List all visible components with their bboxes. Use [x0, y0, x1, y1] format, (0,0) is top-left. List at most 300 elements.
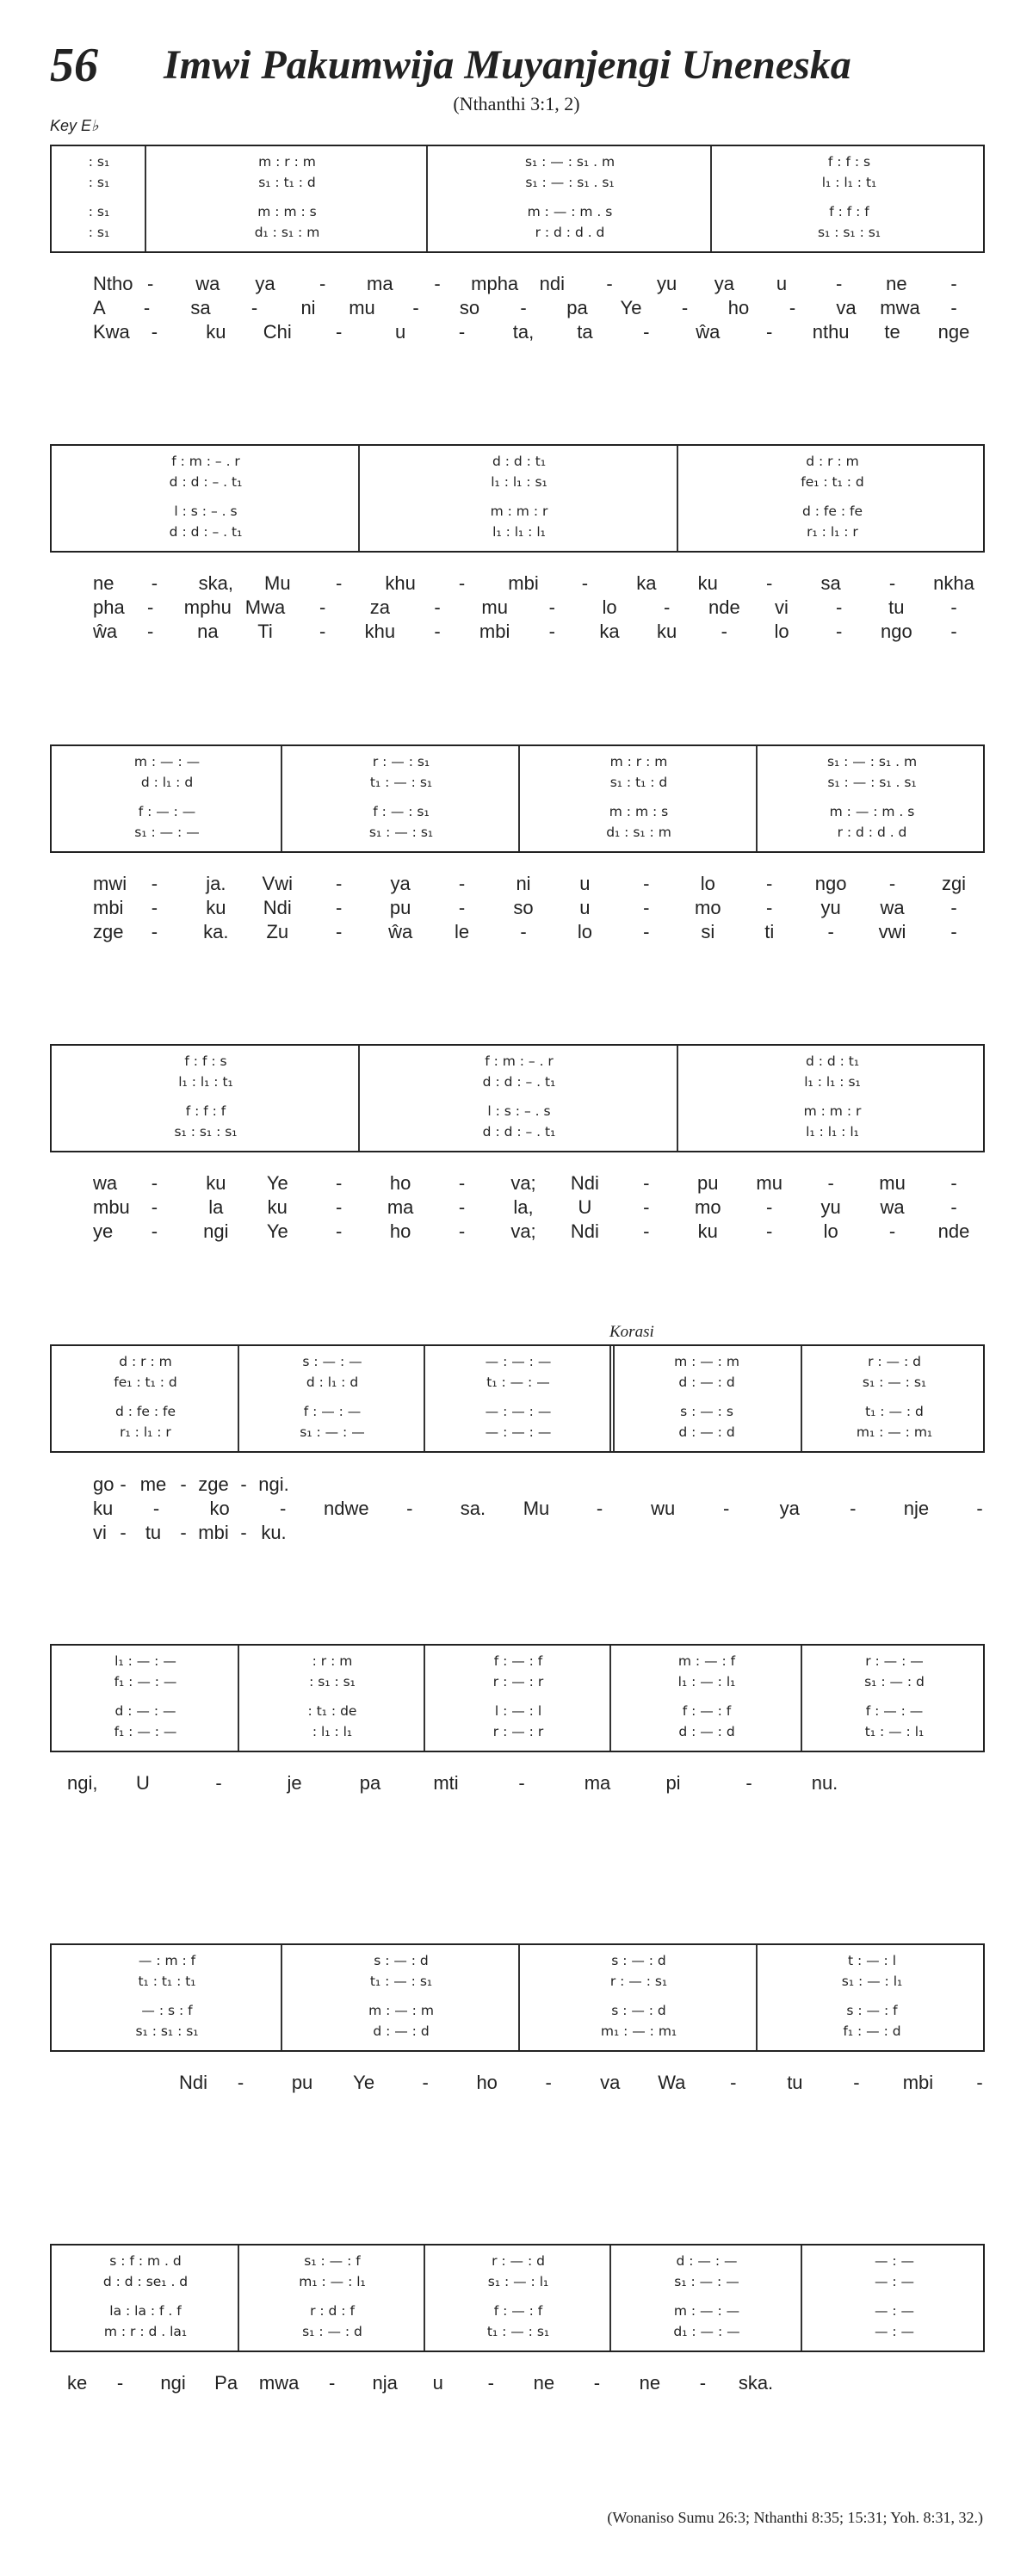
solfa-voice-4: f₁ : — : d — [843, 2023, 901, 2039]
solfa-voice-2: d : l₁ : d — [140, 775, 194, 790]
lyric-syllable: me — [139, 1473, 167, 1495]
lyric-syllable: tu — [787, 2072, 803, 2093]
solfa-voice-3: m : m : s — [257, 204, 317, 219]
solfa-voice-1: f : m : – . r — [171, 454, 240, 469]
lyric-syllable: ti — [764, 921, 775, 942]
lyric-syllable: ka — [636, 572, 657, 594]
lyric-syllable: la, — [513, 1196, 534, 1218]
song-number: 56 — [50, 39, 98, 92]
lyric-syllable: ku — [206, 1172, 226, 1194]
syllable-hyphen: - — [850, 1498, 857, 1519]
solfa-voice-2: fe₁ : t₁ : d — [114, 1374, 177, 1390]
solfa-voice-2: d : d : se₁ . d — [102, 2274, 189, 2289]
solfa-voice-2: d : — : d — [678, 1374, 735, 1390]
lyric-syllable: le — [455, 921, 470, 942]
solfa-voice-1: l₁ : — : — — [114, 1653, 176, 1669]
syllable-hyphen: - — [146, 596, 154, 618]
solfa-voice-1: : r : m — [312, 1653, 353, 1669]
syllable-hyphen: - — [336, 873, 343, 894]
lyric-syllable: ta — [577, 321, 593, 343]
lyric-syllable: mbi — [508, 572, 539, 594]
lyric-syllable: mbi — [902, 2072, 934, 2093]
solfa-voice-1: — : m : f — [138, 1953, 196, 1968]
lyric-syllable: va — [836, 297, 857, 318]
lyric-syllable: ho — [727, 297, 750, 318]
syllable-hyphen: - — [458, 321, 466, 343]
lyric-syllable: ma — [367, 273, 393, 294]
solfa-voice-4: t₁ : — : s₁ — [486, 2324, 550, 2339]
syllable-hyphen: - — [458, 873, 466, 894]
solfa-voice-1: t : — : l — [847, 1953, 897, 1968]
syllable-hyphen: - — [251, 297, 258, 318]
lyric-syllable: ya — [714, 273, 734, 294]
syllable-hyphen: - — [766, 572, 773, 594]
solfa-voice-2: l₁ : — : l₁ — [677, 1674, 736, 1690]
lyric-syllable: Pa — [214, 2372, 238, 2394]
syllable-hyphen: - — [180, 1522, 187, 1543]
solfa-voice-2: l₁ : l₁ : t₁ — [821, 175, 877, 190]
lyric-syllable: pu — [389, 897, 411, 918]
lyric-syllable: Mwa — [244, 596, 286, 618]
syllable-hyphen: - — [606, 273, 613, 294]
syllable-hyphen: - — [319, 273, 326, 294]
syllable-hyphen: - — [950, 273, 957, 294]
barline — [281, 1945, 282, 2050]
syllable-hyphen: - — [143, 297, 151, 318]
lyric-syllable: pa — [359, 1772, 381, 1794]
solfa-voice-3: f : — : s₁ — [373, 804, 430, 819]
lyric-syllable: lo — [774, 621, 789, 642]
solfa-voice-3: f : — : — — [303, 1404, 362, 1419]
solfa-voice-2: t₁ : — : s₁ — [369, 1974, 433, 1989]
solfa-voice-1: d : r : m — [119, 1354, 172, 1369]
lyric-syllable: wa — [880, 1196, 905, 1218]
syllable-hyphen: - — [835, 273, 843, 294]
lyric-syllable: ho — [389, 1172, 411, 1194]
solfa-voice-4: — : — — [874, 2324, 915, 2339]
lyric-syllable: nja — [372, 2372, 398, 2394]
lyric-syllable: mu — [756, 1172, 782, 1194]
lyric-syllable: ku — [657, 621, 677, 642]
solfa-voice-3: m : m : r — [803, 1103, 862, 1119]
solfa-voice-4: s₁ : — : s₁ — [368, 825, 434, 840]
lyric-syllable: mo — [695, 897, 721, 918]
solfa-voice-1: m : — : f — [677, 1653, 736, 1669]
solfa-voice-2: d : d : – . t₁ — [482, 1074, 556, 1090]
solfa-voice-4: m : r : d . la₁ — [103, 2324, 188, 2339]
lyric-line-1 — [50, 271, 985, 297]
solfa-voice-4: s₁ : s₁ : s₁ — [135, 2023, 199, 2039]
lyric-syllable: ku — [206, 897, 226, 918]
syllable-hyphen: - — [950, 1196, 957, 1218]
lyric-syllable: na — [197, 621, 219, 642]
solfa-voice-3: — : — : — — [485, 1404, 552, 1419]
solfa-voice-1: s₁ : — : f — [304, 2253, 361, 2269]
barline — [710, 146, 712, 251]
solfa-voice-1: d : r : m — [806, 454, 859, 469]
lyric-syllable: nje — [903, 1498, 930, 1519]
solfa-voice-2: d : d : – . t₁ — [169, 474, 243, 490]
syllable-hyphen: - — [835, 621, 843, 642]
lyric-line-3 — [50, 319, 985, 345]
lyric-syllable: u — [432, 2372, 443, 2394]
solfa-voice-1: f : f : s — [827, 154, 871, 170]
solfa-voice-3: s : — : d — [611, 2003, 666, 2018]
lyric-syllable: va — [600, 2072, 621, 2093]
solfa-voice-1: — : — : — — [485, 1354, 552, 1369]
lyric-syllable: Wa — [658, 2072, 686, 2093]
lyric-syllable: ngi — [160, 2372, 186, 2394]
lyric-syllable: ku — [93, 1498, 114, 1519]
syllable-hyphen: - — [152, 1498, 160, 1519]
lyric-syllable: Ye — [266, 1220, 288, 1242]
lyric-syllable: ko — [209, 1498, 230, 1519]
solfa-voice-4: m₁ : — : m₁ — [600, 2023, 677, 2039]
solfa-voice-4: s₁ : — : d — [302, 2324, 362, 2339]
syllable-hyphen: - — [458, 1220, 466, 1242]
solfa-voice-3: l : s : – . s — [174, 503, 238, 519]
barline — [609, 1646, 611, 1751]
syllable-hyphen: - — [766, 321, 773, 343]
syllable-hyphen: - — [116, 2372, 124, 2394]
music-system-4 — [50, 1044, 985, 1152]
solfa-voice-2: : s₁ : s₁ — [309, 1674, 356, 1690]
lyric-syllable: go — [93, 1473, 114, 1495]
syllable-hyphen: - — [888, 1220, 896, 1242]
lyric-line-2 — [50, 295, 985, 321]
lyric-syllable: sa. — [460, 1498, 486, 1519]
lyric-syllable: Ti — [257, 621, 273, 642]
solfa-voice-3: m : — : m — [368, 2003, 434, 2018]
solfa-voice-4: r₁ : l₁ : r — [807, 524, 858, 540]
lyric-syllable: mu — [349, 297, 375, 318]
music-system-8 — [50, 2244, 985, 2352]
syllable-hyphen: - — [319, 621, 326, 642]
lyric-syllable: mwa — [880, 297, 920, 318]
solfa-voice-3: d : fe : fe — [802, 503, 863, 519]
solfa-voice-3: l : — : l — [494, 1703, 542, 1719]
solfa-voice-2: s₁ : — : d — [864, 1674, 925, 1690]
double-barline — [609, 1346, 615, 1451]
solfa-voice-2: r : — : r — [492, 1674, 544, 1690]
chorus-label: Korasi — [609, 1323, 654, 1341]
lyric-syllable: yu — [657, 273, 677, 294]
lyric-line-3 — [50, 1219, 985, 1245]
lyric-syllable: ya — [779, 1498, 800, 1519]
syllable-hyphen: - — [766, 873, 773, 894]
lyric-syllable: vwi — [878, 921, 906, 942]
syllable-hyphen: - — [336, 1196, 343, 1218]
syllable-hyphen: - — [976, 1498, 983, 1519]
solfa-voice-2: — : — — [874, 2274, 915, 2289]
lyric-syllable: mti — [433, 1772, 459, 1794]
barline — [801, 2246, 802, 2351]
lyric-syllable: mpha — [471, 273, 519, 294]
lyric-syllable: Ntho — [93, 273, 133, 294]
solfa-voice-3: m : — : — — [673, 2303, 740, 2319]
solfa-voice-2: d : l₁ : d — [306, 1374, 359, 1390]
lyric-syllable: tu — [888, 596, 905, 618]
syllable-hyphen: - — [596, 1498, 603, 1519]
lyric-syllable: mbi — [93, 897, 124, 918]
syllable-hyphen: - — [336, 572, 343, 594]
solfa-voice-1: r : — : — — [865, 1653, 924, 1669]
lyric-syllable: khu — [364, 621, 396, 642]
footnote: (Wonaniso Sumu 26:3; Nthanthi 8:35; 15:31; Yoh. 8:31, 32.) — [607, 2509, 983, 2526]
lyric-syllable: so — [459, 297, 480, 318]
lyric-syllable: Ndi — [263, 897, 292, 918]
lyric-syllable: lo — [602, 596, 617, 618]
syllable-hyphen: - — [950, 1172, 957, 1194]
syllable-hyphen: - — [146, 273, 154, 294]
lyric-syllable: ya — [390, 873, 411, 894]
lyric-syllable: U — [136, 1772, 150, 1794]
solfa-voice-1: d : — : — — [676, 2253, 738, 2269]
lyric-syllable: si — [701, 921, 715, 942]
solfa-voice-2: f₁ : — : — — [114, 1674, 177, 1690]
syllable-hyphen: - — [548, 621, 555, 642]
barline — [424, 2246, 425, 2351]
syllable-hyphen: - — [950, 897, 957, 918]
lyric-syllable: zge — [93, 921, 124, 942]
syllable-hyphen: - — [853, 2072, 860, 2093]
lyric-syllable: Chi — [263, 321, 292, 343]
solfa-voice-4: d : d : – . t₁ — [169, 524, 243, 540]
lyric-syllable: mwa — [258, 2372, 300, 2394]
barline — [426, 146, 428, 251]
solfa-voice-2: fe₁ : t₁ : d — [801, 474, 864, 490]
solfa-voice-1: s : — : d — [611, 1953, 666, 1968]
lyric-syllable: vi — [775, 596, 789, 618]
lyric-syllable: ke — [67, 2372, 88, 2394]
solfa-voice-1: m : — : m — [674, 1354, 739, 1369]
lyric-syllable: ŵa — [388, 921, 413, 942]
lyric-syllable: nu. — [811, 1772, 838, 1794]
lyric-syllable: ngi — [203, 1220, 229, 1242]
syllable-hyphen: - — [835, 596, 843, 618]
lyric-syllable: ne — [639, 2372, 661, 2394]
lyric-syllable: Mu — [523, 1498, 550, 1519]
solfa-voice-4: r : — : r — [492, 1724, 544, 1739]
barline — [609, 2246, 611, 2351]
lyric-syllable: u — [579, 897, 591, 918]
lyric-syllable: ku — [697, 572, 718, 594]
solfa-voice-3: t₁ : — : d — [865, 1404, 924, 1419]
syllable-hyphen: - — [422, 2072, 429, 2093]
solfa-voice-3: f : — : f — [682, 1703, 732, 1719]
lyric-syllable: ska, — [198, 572, 234, 594]
syllable-hyphen: - — [146, 621, 154, 642]
solfa-voice-4: d : — : d — [678, 1424, 735, 1440]
syllable-hyphen: - — [151, 897, 158, 918]
solfa-voice-3: l : s : – . s — [487, 1103, 551, 1119]
syllable-hyphen: - — [950, 297, 957, 318]
solfa-voice-2: s₁ : — : s₁ . s₁ — [525, 175, 615, 190]
syllable-hyphen: - — [581, 572, 589, 594]
solfa-voice-4: d₁ : s₁ : m — [254, 225, 320, 240]
syllable-hyphen: - — [237, 2072, 244, 2093]
lyric-syllable: ho — [389, 1220, 411, 1242]
barline — [358, 446, 360, 551]
syllable-hyphen: - — [151, 1196, 158, 1218]
solfa-voice-3: m : m : r — [490, 503, 548, 519]
syllable-hyphen: - — [520, 921, 527, 942]
lyric-syllable: ngo — [814, 873, 847, 894]
solfa-voice-1: s₁ : — : s₁ . m — [524, 154, 615, 170]
barline — [358, 1046, 360, 1151]
syllable-hyphen: - — [151, 921, 158, 942]
syllable-hyphen: - — [643, 321, 650, 343]
syllable-hyphen: - — [643, 1172, 650, 1194]
barline — [677, 446, 678, 551]
lyric-syllable: ho — [476, 2072, 498, 2093]
solfa-voice-3: d : fe : fe — [115, 1404, 176, 1419]
solfa-voice-1: d : d : t₁ — [805, 1053, 860, 1069]
lyric-syllable: lo — [577, 921, 592, 942]
solfa-voice-3: m : — : m . s — [829, 804, 915, 819]
barline — [756, 746, 758, 851]
lyric-syllable: nde — [708, 596, 740, 618]
solfa-voice-3: m : m : s — [609, 804, 669, 819]
solfa-voice-3: d : — : — — [114, 1703, 176, 1719]
music-system-6 — [50, 1644, 985, 1752]
solfa-voice-4: — : — : — — [485, 1424, 552, 1440]
solfa-voice-1: f : f : s — [184, 1053, 227, 1069]
lyric-syllable: ku — [206, 321, 226, 343]
solfa-voice-3: s : — : s — [680, 1404, 733, 1419]
solfa-voice-2: s₁ : — : s₁ . s₁ — [827, 775, 917, 790]
solfa-voice-4: d₁ : s₁ : m — [606, 825, 671, 840]
solfa-voice-4: m₁ : — : m₁ — [856, 1424, 933, 1440]
barline — [145, 146, 146, 251]
lyric-syllable: ja. — [206, 873, 226, 894]
lyric-syllable: wu — [651, 1498, 676, 1519]
lyric-syllable: wa — [880, 897, 905, 918]
music-system-5 — [50, 1344, 985, 1453]
lyric-syllable: wa — [93, 1172, 118, 1194]
solfa-voice-1: r : — : s₁ — [372, 754, 430, 769]
lyric-syllable: ta, — [512, 321, 535, 343]
solfa-voice-4: t₁ : — : l₁ — [864, 1724, 925, 1739]
lyric-syllable: so — [513, 897, 534, 918]
lyric-syllable: nthu — [812, 321, 850, 343]
syllable-hyphen: - — [643, 873, 650, 894]
solfa-voice-4: r : d : d . d — [837, 825, 907, 840]
syllable-hyphen: - — [336, 321, 343, 343]
syllable-hyphen: - — [215, 1772, 222, 1794]
solfa-voice-2: l₁ : l₁ : s₁ — [491, 474, 547, 490]
lyric-line-2 — [50, 1496, 985, 1522]
solfa-voice-1: d : d : t₁ — [492, 454, 547, 469]
barline — [677, 1046, 678, 1151]
lyric-syllable: ŵa — [696, 321, 721, 343]
syllable-hyphen: - — [766, 1220, 773, 1242]
lyric-line-1 — [50, 1171, 985, 1196]
lyric-syllable: Ye — [620, 297, 642, 318]
lyric-syllable: Kwa — [93, 321, 130, 343]
lyric-syllable: ka — [599, 621, 620, 642]
barline — [801, 1646, 802, 1751]
solfa-voice-1: f : — : f — [493, 1653, 543, 1669]
solfa-voice-4: l₁ : l₁ : l₁ — [492, 524, 546, 540]
syllable-hyphen: - — [336, 1172, 343, 1194]
syllable-hyphen: - — [643, 897, 650, 918]
lyric-syllable: nde — [937, 1220, 970, 1242]
solfa-voice-4: l₁ : l₁ : l₁ — [806, 1124, 859, 1140]
solfa-voice-2: t₁ : — : s₁ — [369, 775, 433, 790]
solfa-voice-3: f : — : — — [865, 1703, 924, 1719]
syllable-hyphen: - — [548, 596, 555, 618]
syllable-hyphen: - — [336, 897, 343, 918]
syllable-hyphen: - — [319, 596, 326, 618]
lyric-syllable: mbi — [479, 621, 510, 642]
solfa-voice-2: s₁ : — : s₁ — [862, 1374, 927, 1390]
syllable-hyphen: - — [745, 1772, 752, 1794]
solfa-voice-1: r : — : d — [492, 2253, 545, 2269]
lyric-syllable: mbu — [93, 1196, 130, 1218]
lyric-syllable: yu — [820, 1196, 841, 1218]
barline — [518, 746, 520, 851]
lyric-line-3 — [50, 1520, 985, 1546]
solfa-voice-1: m : r : m — [258, 154, 316, 170]
syllable-hyphen: - — [643, 921, 650, 942]
syllable-hyphen: - — [976, 2072, 983, 2093]
lyric-syllable: ska. — [738, 2372, 774, 2394]
lyric-syllable: zge — [198, 1473, 229, 1495]
syllable-hyphen: - — [120, 1473, 127, 1495]
lyric-syllable: ni — [516, 873, 531, 894]
scripture-reference: (Nthanthi 3:1, 2) — [453, 93, 580, 114]
lyric-syllable: u — [579, 873, 591, 894]
barline — [238, 1646, 239, 1751]
lyric-syllable: ndwe — [323, 1498, 369, 1519]
solfa-voice-4: d₁ : — : — — [673, 2324, 740, 2339]
lyric-syllable: nkha — [933, 572, 974, 594]
lyric-syllable: ngi. — [258, 1473, 289, 1495]
syllable-hyphen: - — [151, 873, 158, 894]
lyric-syllable: ndi — [539, 273, 566, 294]
lyric-syllable: ya — [255, 273, 275, 294]
lyric-line-1 — [50, 2070, 985, 2096]
syllable-hyphen: - — [827, 1172, 834, 1194]
lyric-syllable: pi — [665, 1772, 681, 1794]
lyric-syllable: khu — [385, 572, 416, 594]
solfa-voice-4: r₁ : l₁ : r — [120, 1424, 171, 1440]
syllable-hyphen: - — [151, 572, 158, 594]
lyric-syllable: Ndi — [570, 1220, 599, 1242]
syllable-hyphen: - — [545, 2072, 552, 2093]
lyric-syllable: u — [776, 273, 788, 294]
solfa-voice-1: m : r : m — [609, 754, 668, 769]
solfa-voice-1: : s₁ — [88, 154, 110, 170]
syllable-hyphen: - — [721, 621, 727, 642]
lyric-syllable: mo — [695, 1196, 721, 1218]
solfa-voice-2: l₁ : l₁ : t₁ — [178, 1074, 233, 1090]
lyric-syllable: nge — [937, 321, 970, 343]
syllable-hyphen: - — [336, 921, 343, 942]
syllable-hyphen: - — [458, 1196, 466, 1218]
syllable-hyphen: - — [151, 1172, 158, 1194]
solfa-voice-4: s₁ : s₁ : s₁ — [174, 1124, 238, 1140]
syllable-hyphen: - — [180, 1473, 187, 1495]
solfa-voice-2: s₁ : — : l₁ — [487, 2274, 549, 2289]
lyric-syllable: mu — [879, 1172, 906, 1194]
solfa-voice-4: : s₁ — [88, 225, 110, 240]
lyric-syllable: u — [395, 321, 406, 343]
music-system-2 — [50, 444, 985, 553]
lyric-syllable: vi — [93, 1522, 107, 1543]
lyric-syllable: lo — [700, 873, 715, 894]
